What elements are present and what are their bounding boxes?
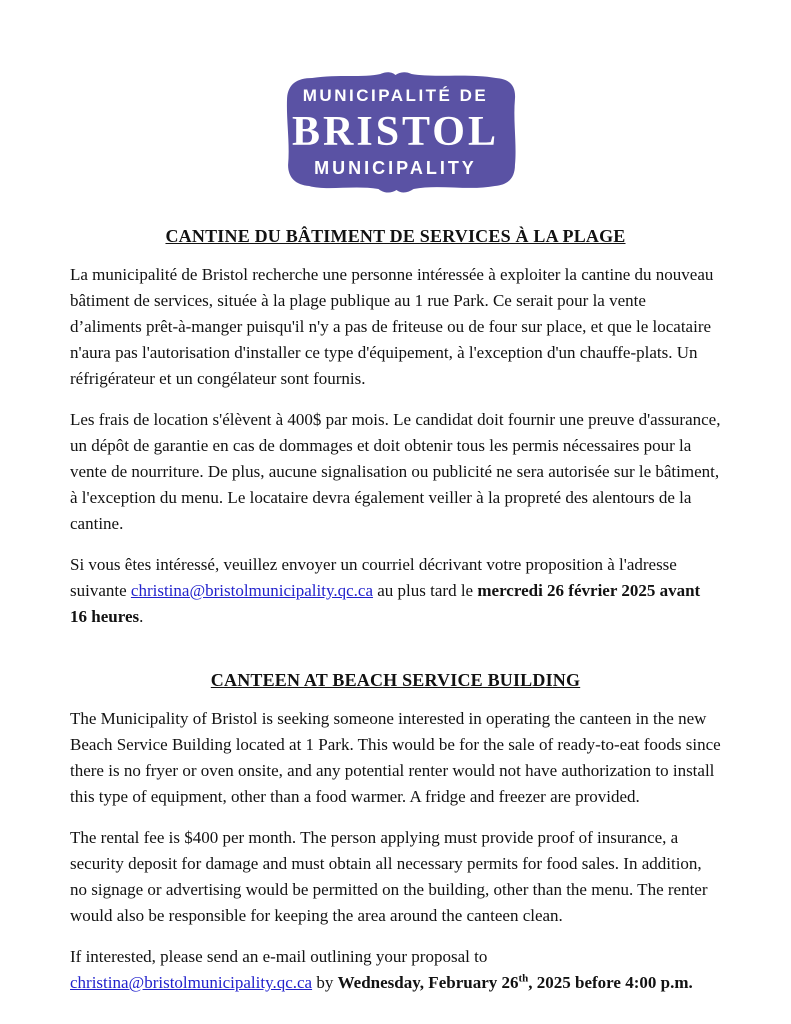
en-p3-middle-text: by	[312, 973, 338, 992]
french-paragraph-2: Les frais de location s'élèvent à 400$ par mois. Le candidat doit fournir une preuve d'assurance, un dépôt de garantie en cas de dommages et doit obtenir tous les permis nécessaires pour la vente de nourriture. De plus, aucune signalisation ou publicité ne sera autorisée sur le bâtiment, à l'exception du menu. Le locataire devra également veiller à la propreté des alentours de la cantine.	[70, 410, 721, 533]
french-section-heading: CANTINE DU BÂTIMENT DE SERVICES À LA PLAGE	[165, 226, 626, 246]
english-section-heading: CANTEEN AT BEACH SERVICE BUILDING	[210, 670, 581, 690]
french-paragraph-3	[70, 552, 721, 630]
logo-line-municipalite-de: MUNICIPALITÉ DE	[302, 85, 489, 105]
fr-p3-middle-text: au plus tard le	[373, 581, 478, 600]
fr-p3-closing-period: .	[139, 607, 144, 626]
logo-line-bristol: BRISTOL	[292, 108, 499, 155]
en-p3-deadline-bold: Wednesday, February 26	[337, 973, 519, 992]
logo-text	[268, 66, 524, 198]
english-paragraph-3	[70, 944, 721, 996]
english-paragraph-2: The rental fee is $400 per month. The person applying must provide proof of insurance, a security deposit for damage and must obtain all necessary permits for food sales. In addition, no signage or advertising would be permitted on the building, other than the menu. The renter would also be responsible for keeping the area around the canteen clean.	[70, 828, 708, 925]
document-body	[0, 226, 791, 996]
en-p3-intro-text: If interested, please send an e-mail outlining your proposal to	[70, 947, 488, 966]
en-p3-ordinal-superscript: th	[518, 972, 529, 985]
email-link-english[interactable]: christina@bristolmunicipality.qc.ca	[70, 973, 313, 992]
french-paragraph-1: La municipalité de Bristol recherche une personne intéressée à exploiter la cantine du nouveau bâtiment de services, située à la plage publique au 1 rue Park. Ce serait pour la vente d’aliments prêt-à-manger puisqu'il n'y a pas de friteuse ou de four sur place, et que le locataire n'aura pas l'autorisation d'installer ce type d'équipement, à l'exception d'un chauffe-plats. Un réfrigérateur et un congélateur sont fournis.	[70, 265, 714, 388]
bristol-municipality-logo	[268, 66, 524, 198]
en-p3-deadline-bold-end: , 2025 before 4:00 p.m.	[528, 973, 693, 992]
english-paragraph-1: The Municipality of Bristol is seeking someone interested in operating the canteen in the new Beach Service Building located at 1 Park. This would be for the sale of ready-to-eat foods since there is no fryer or oven onsite, and any potential renter would not have authorization to install this type of equipment, other than a food warmer. A fridge and freezer are provided.	[70, 709, 721, 806]
email-link-french[interactable]: christina@bristolmunicipality.qc.ca	[130, 581, 374, 600]
fr-p3-intro-text: Si vous êtes intéressé, veuillez envoyer un courriel décrivant votre proposition à l'adresse suivante	[70, 555, 677, 600]
fr-p3-deadline-bold: mercredi 26 février 2025 avant 16 heures	[70, 581, 701, 626]
logo-line-municipality: MUNICIPALITY	[314, 157, 477, 178]
